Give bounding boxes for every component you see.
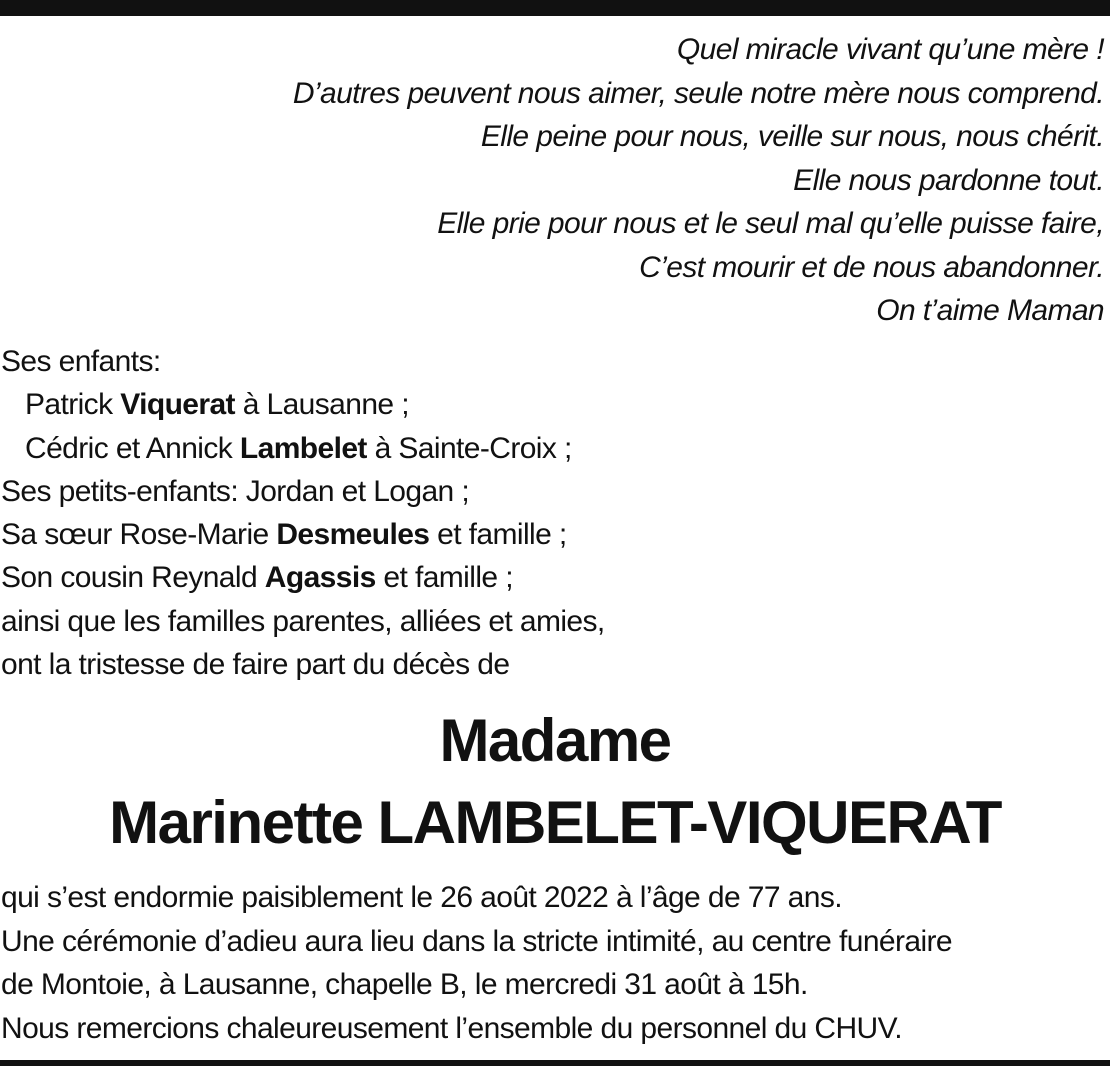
top-rule (0, 0, 1110, 16)
deceased-title: Madame (439, 707, 671, 774)
details-line: Nous remercions chaleureusement l’ensemble du personnel du CHUV. (1, 1011, 902, 1045)
family-member: Patrick Viquerat à Lausanne ; (25, 388, 409, 422)
poem-line: Elle nous pardonne tout. (793, 163, 1104, 197)
details-line: qui s’est endormie paisiblement le 26 août 2022 à l’âge de 77 ans. (1, 881, 842, 914)
poem-line: Elle prie pour nous et le seul mal qu’elle puisse faire, (437, 207, 1104, 240)
family-member: Cédric et Annick Lambelet à Sainte-Croix ; (25, 431, 572, 465)
grandchildren-line: Ses petits-enfants: Jordan et Logan ; (1, 474, 470, 508)
poem-line: On t’aime Maman (876, 294, 1104, 327)
children-heading: Ses enfants: (1, 345, 161, 378)
poem (104, 28, 1104, 333)
deceased-name-block (0, 700, 1110, 864)
ceremony-details (1, 876, 952, 1050)
details-line: de Montoie, à Lausanne, chapelle B, le mercredi 31 août à 15h. (1, 968, 808, 1001)
poem-line: D’autres peuvent nous aimer, seule notre mère nous comprend. (292, 76, 1104, 110)
relatives-line: ainsi que les familles parentes, alliées et amies, (1, 604, 605, 638)
poem-line: Elle peine pour nous, veille sur nous, nous chérit. (480, 120, 1104, 153)
bottom-rule (0, 1060, 1110, 1066)
deceased-name: Marinette LAMBELET-VIQUERAT (109, 789, 1001, 856)
poem-line: Quel miracle vivant qu’une mère ! (676, 33, 1104, 66)
family-member: Sa sœur Rose-Marie Desmeules et famille ; (1, 518, 567, 552)
details-line: Une cérémonie d’adieu aura lieu dans la stricte intimité, au centre funéraire (1, 924, 953, 958)
family-member: Son cousin Reynald Agassis et famille ; (1, 561, 513, 595)
family-list (1, 340, 605, 686)
announcement-line: ont la tristesse de faire part du décès de (1, 648, 510, 682)
poem-line: C’est mourir et de nous abandonner. (639, 250, 1104, 284)
